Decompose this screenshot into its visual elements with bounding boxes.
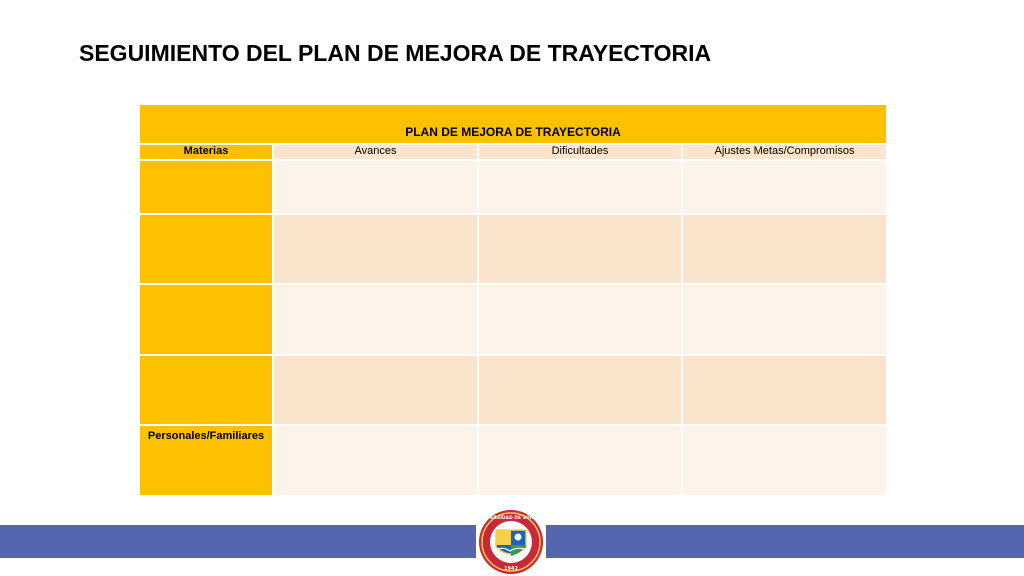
materia-cell[interactable] <box>139 284 273 355</box>
dificultades-cell[interactable] <box>478 284 682 355</box>
avances-cell[interactable] <box>273 214 478 284</box>
table-row <box>139 284 887 355</box>
dificultades-cell[interactable] <box>478 214 682 284</box>
ajustes-cell[interactable] <box>682 355 887 425</box>
table-row <box>139 214 887 284</box>
avances-cell[interactable] <box>273 284 478 355</box>
dificultades-cell[interactable] <box>478 425 682 496</box>
dificultades-cell[interactable] <box>478 160 682 214</box>
column-header-avances: Avances <box>273 144 478 160</box>
materia-cell[interactable] <box>139 160 273 214</box>
table-row <box>139 355 887 425</box>
table-header: PLAN DE MEJORA DE TRAYECTORIA <box>139 104 887 144</box>
materia-cell[interactable] <box>139 355 273 425</box>
avances-cell[interactable] <box>273 355 478 425</box>
dificultades-cell[interactable] <box>478 355 682 425</box>
svg-text:UNIVERSIDAD DE SONORA: UNIVERSIDAD DE SONORA <box>477 516 545 521</box>
column-header-ajustes: Ajustes Metas/Compromisos <box>682 144 887 160</box>
column-header-dificultades: Dificultades <box>478 144 682 160</box>
ajustes-cell[interactable] <box>682 160 887 214</box>
ajustes-cell[interactable] <box>682 425 887 496</box>
avances-cell[interactable] <box>273 425 478 496</box>
materia-cell[interactable] <box>139 214 273 284</box>
page-title: SEGUIMIENTO DEL PLAN DE MEJORA DE TRAYECTORIA <box>79 40 712 66</box>
ajustes-cell[interactable] <box>682 214 887 284</box>
table-row <box>139 425 887 496</box>
plan-table <box>138 103 888 497</box>
table-row <box>139 160 887 214</box>
personales-familiares-label: Personales/Familiares <box>139 425 273 496</box>
ajustes-cell[interactable] <box>682 284 887 355</box>
avances-cell[interactable] <box>273 160 478 214</box>
seal-year-text: 1942 <box>504 566 518 572</box>
column-header-materias: Materias <box>139 144 273 160</box>
university-seal-icon <box>476 505 546 576</box>
